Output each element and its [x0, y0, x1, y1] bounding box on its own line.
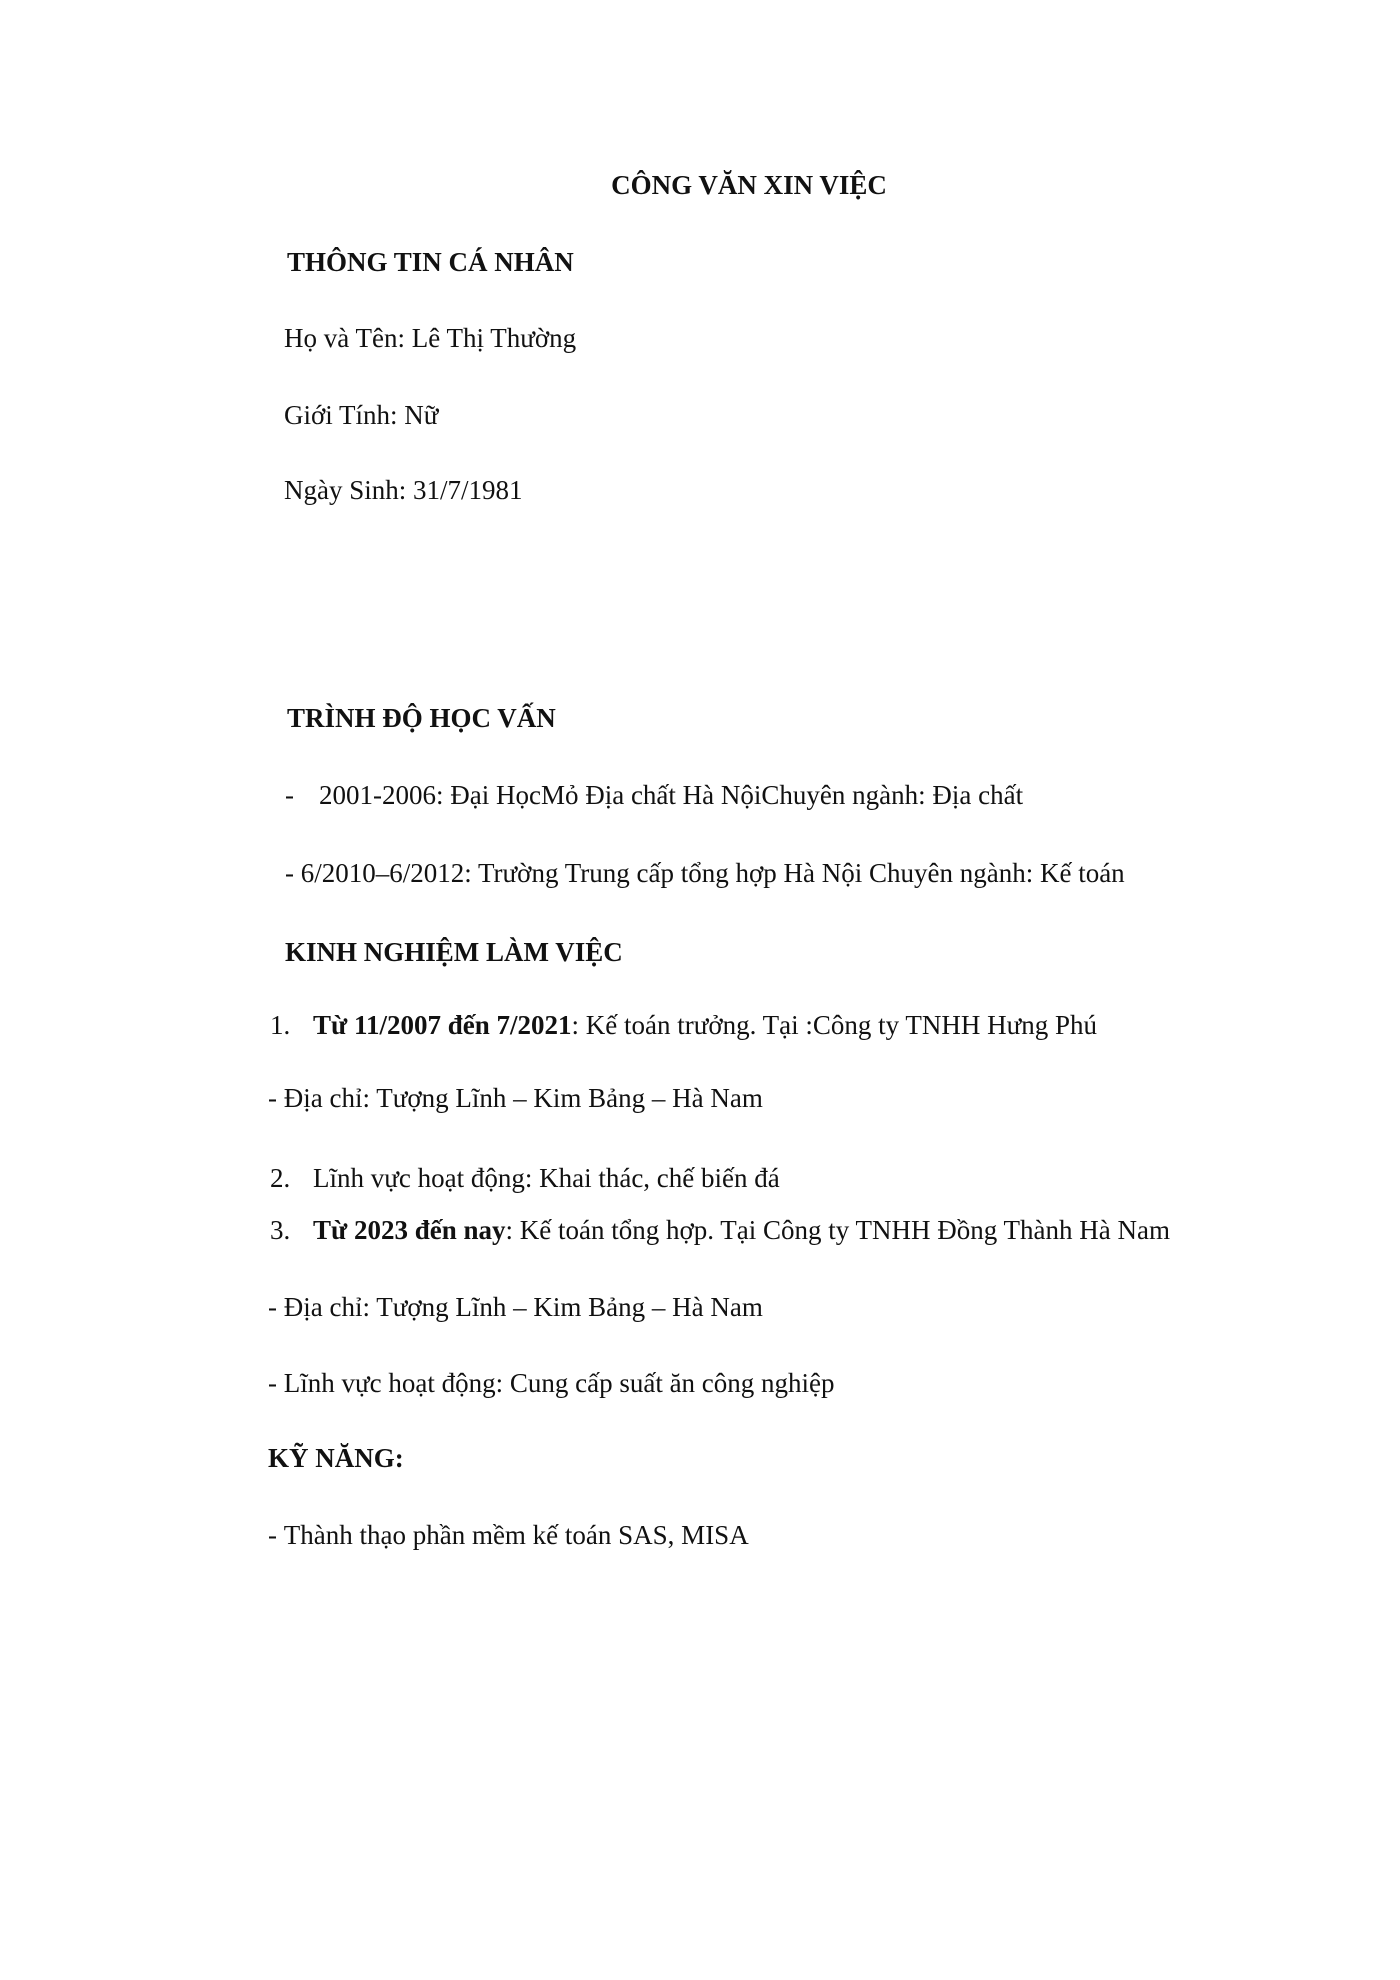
list-dash-marker: - [268, 1368, 277, 1398]
experience-detail: : Kế toán tổng hợp. Tại Công ty TNHH Đồng Thành Hà Nam [505, 1215, 1170, 1245]
list-dash-marker: - [268, 1292, 277, 1322]
experience-address [268, 1082, 763, 1114]
list-dash-marker: - [285, 858, 294, 888]
education-item [285, 779, 1023, 811]
experience-item [270, 1009, 1097, 1041]
document-title: CÔNG VĂN XIN VIỆC [611, 170, 887, 200]
skill-item [268, 1519, 749, 1551]
experience-item [270, 1162, 780, 1194]
list-dash-marker: - [268, 1520, 277, 1550]
education-item [285, 857, 1125, 889]
experience-period: Từ 2023 đến nay [313, 1215, 506, 1245]
skill-item-text: Thành thạo phần mềm kế toán SAS, MISA [283, 1520, 749, 1550]
experience-address-text: Địa chỉ: Tượng Lĩnh – Kim Bảng – Hà Nam [283, 1083, 763, 1113]
experience-period: Từ 11/2007 đến 7/2021 [313, 1010, 572, 1040]
section-heading-education: TRÌNH ĐỘ HỌC VẤN [287, 703, 556, 733]
experience-field-text: Lĩnh vực hoạt động: Cung cấp suất ăn công nghiệp [283, 1368, 835, 1398]
field-date-of-birth: Ngày Sinh: 31/7/1981 [284, 475, 523, 505]
list-dash-marker: - [285, 780, 294, 810]
experience-address-text: Địa chỉ: Tượng Lĩnh – Kim Bảng – Hà Nam [283, 1292, 763, 1322]
experience-item [270, 1214, 1170, 1246]
section-heading-skills: KỸ NĂNG: [268, 1443, 404, 1473]
experience-field [268, 1367, 835, 1399]
education-item-text: 6/2010–6/2012: Trường Trung cấp tổng hợp Hà Nội Chuyên ngành: Kế toán [300, 858, 1125, 888]
field-full-name: Họ và Tên: Lê Thị Thường [284, 323, 577, 353]
experience-address [268, 1291, 763, 1323]
list-dash-marker: - [268, 1083, 277, 1113]
list-number-marker: 1. [270, 1010, 291, 1040]
list-number-marker: 3. [270, 1215, 291, 1245]
field-gender: Giới Tính: Nữ [284, 400, 439, 430]
list-number-marker: 2. [270, 1163, 291, 1193]
section-heading-personal-info: THÔNG TIN CÁ NHÂN [287, 247, 574, 277]
experience-detail: : Kế toán trưởng. Tại :Công ty TNHH Hưng Phú [571, 1010, 1098, 1040]
section-heading-experience: KINH NGHIỆM LÀM VIỆC [285, 937, 623, 967]
experience-field-text: Lĩnh vực hoạt động: Khai thác, chế biến đá [313, 1163, 780, 1193]
education-item-text: 2001-2006: Đại HọcMỏ Địa chất Hà NộiChuyên ngành: Địa chất [319, 780, 1024, 810]
